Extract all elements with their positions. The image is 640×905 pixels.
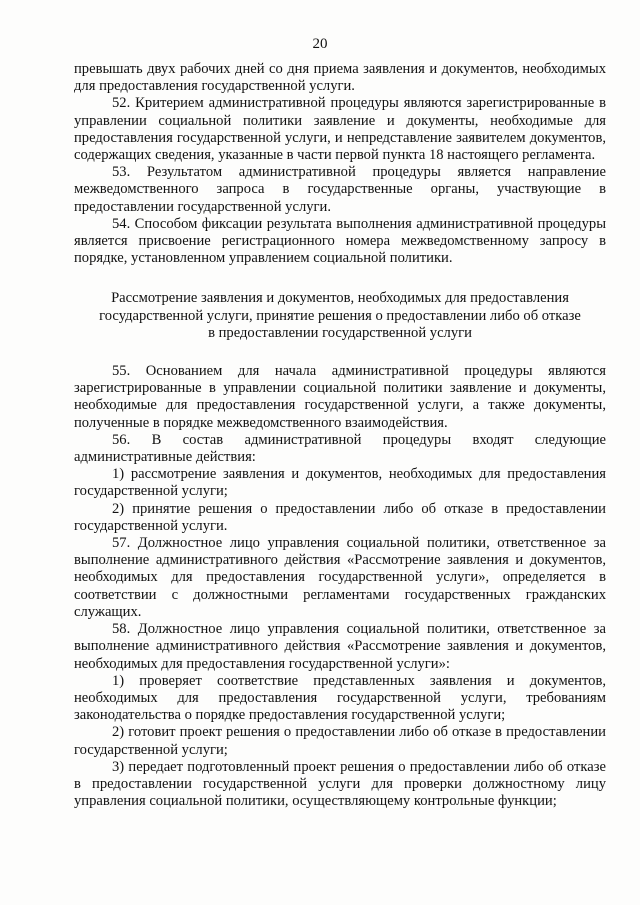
document-body [74, 61, 606, 810]
paragraph-52: 52. Критерием административной процедуры являются зарегистрированные в управлении социальной политики заявление и документы, необходимые для предоставления государственной услуги, и непредставление заявителем документов, содержащих сведения, указанные в части первой пункта 18 настоящего регламента. [74, 95, 606, 164]
section-heading-line: государственной услуги, принятие решения о предоставлении либо об отказе [99, 307, 581, 324]
paragraph-56-item-2: 2) принятие решения о предоставлении либо об отказе в предоставлении государственной услуги. [74, 500, 606, 534]
paragraph-55: 55. Основанием для начала административной процедуры являются зарегистрированные в управлении социальной политики заявление и документы, необходимые для предоставления государственной услуги, а также документы, полученные в порядке межведомственного взаимодействия. [74, 363, 606, 431]
paragraph-58-item-2: 2) готовит проект решения о предоставлении либо об отказе в предоставлении государственной услуги; [74, 724, 606, 758]
paragraph-57: 57. Должностное лицо управления социальной политики, ответственное за выполнение административного действия «Рассмотрение заявления и документов, необходимых для предоставления государственной услуги», определяется в соответствии с должностными регламентами государственных гражданских служащих. [74, 535, 606, 620]
section-heading [74, 267, 606, 363]
paragraph-53: 53. Результатом административной процедуры является направление межведомственного запроса в государственные органы, участвующие в предоставлении государственной услуги. [74, 164, 606, 215]
section-heading-line: в предоставлении государственной услуги [208, 324, 472, 341]
paragraph-56-item-1: 1) рассмотрение заявления и документов, необходимых для предоставления государственной услуги; [74, 466, 606, 500]
paragraph-continuation: превышать двух рабочих дней со дня приема заявления и документов, необходимых для предоставления государственной услуги. [74, 61, 606, 95]
paragraph-58-item-3: 3) передает подготовленный проект решения о предоставлении либо об отказе в предоставлении государственной услуги для проверки должностному лицу управления социальной политики, осуществляющему контрольные функции; [74, 758, 606, 810]
paragraph-54: 54. Способом фиксации результата выполнения административной процедуры является присвоение регистрационного номера межведомственному запросу в порядке, установленном управлением социальной политики. [74, 215, 606, 267]
paragraph-58: 58. Должностное лицо управления социальной политики, ответственное за выполнение административного действия «Рассмотрение заявления и документов, необходимых для предоставления государственной услуги»: [74, 621, 606, 672]
section-heading-line: Рассмотрение заявления и документов, необходимых для предоставления [111, 290, 569, 307]
page-number: 20 [312, 36, 328, 52]
paragraph-58-item-1: 1) проверяет соответствие представленных заявления и документов, необходимых для предоставления государственной услуги, требованиям законодательства о порядке предоставления государственной услуги; [74, 672, 606, 724]
paragraph-56: 56. В состав административной процедуры входят следующие административные действия: [74, 431, 606, 466]
